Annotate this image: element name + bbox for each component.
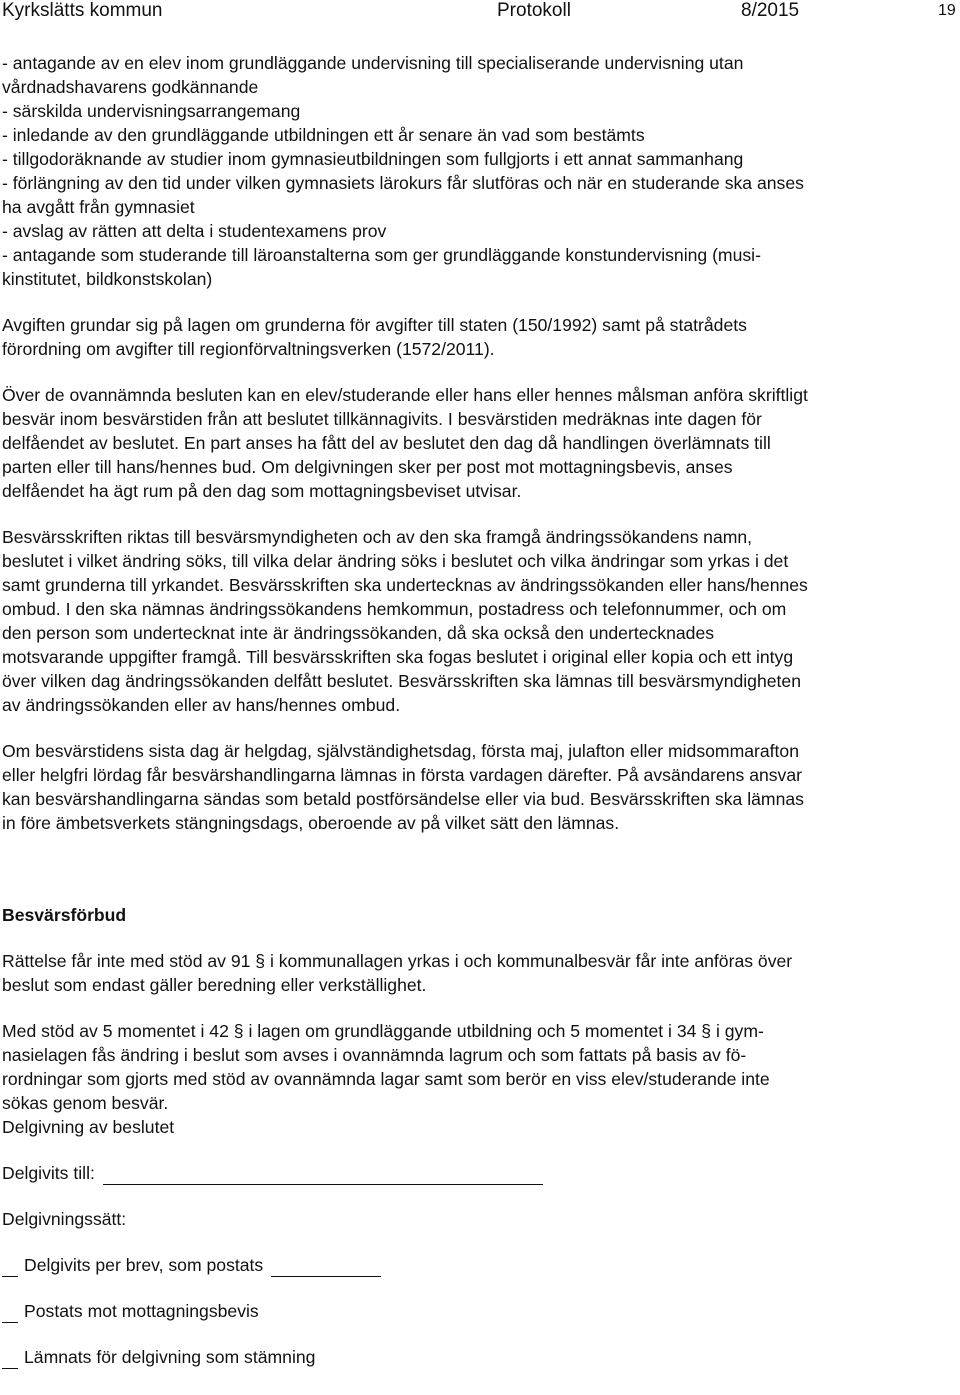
document-body — [2, 51, 958, 1369]
ban-paragraph — [2, 949, 958, 997]
text-line: nasielagen fås ändring i beslut som avses i ovannämnda lagrum och som fattats på basis av fö- — [2, 1045, 747, 1065]
text-line: delfåendet av beslutet. En part anses ha fått del av beslutet den dag då handlingen överlämnats till — [2, 433, 771, 453]
mail-date-field[interactable] — [271, 1258, 381, 1277]
text-line: av ändringssökanden eller av hans/hennes ombud. — [2, 695, 401, 715]
delivered-to-field[interactable] — [103, 1166, 543, 1185]
text-line: rordningar som gjorts med stöd av ovannämnda lagar samt som berör en viss elev/studerande inte — [2, 1069, 770, 1089]
municipality-name: Kyrkslätts kommun — [2, 0, 163, 21]
text-line: kan besvärshandlingarna sändas som betald postförsändelse eller via bud. Besvärsskriften ska lämnas — [2, 789, 804, 809]
section-heading: Besvärsförbud — [2, 905, 127, 925]
list-item: vårdnadshavarens godkännande — [2, 77, 259, 97]
list-item: - förlängning av den tid under vilken gymnasiets lärokurs får slutföras och när en studerande ska anses — [2, 173, 804, 193]
delivery-title: Delgivning av beslutet — [2, 1117, 175, 1137]
text-line: förordning om avgifter till regionförvaltningsverken (1572/2011). — [2, 339, 495, 359]
option-mail-checkbox[interactable] — [2, 1258, 18, 1277]
option-mail-label: Delgivits per brev, som postats — [24, 1255, 264, 1275]
option-receipt-checkbox[interactable] — [2, 1304, 18, 1323]
deadline-paragraph — [2, 739, 958, 835]
text-line: sökas genom besvär. — [2, 1093, 169, 1113]
delivery-method-label: Delgivningssätt: — [2, 1209, 127, 1229]
text-line: eller helgfri lördag får besvärshandlingarna lämnas in första vardagen därefter. På avsändarens ansvar — [2, 765, 802, 785]
text-line: beslut som endast gäller beredning eller verkställighet. — [2, 975, 427, 995]
delivery-option-receipt — [2, 1299, 958, 1323]
list-item: - antagande som studerande till läroanstalterna som ger grundläggande konstundervisning (musi- — [2, 245, 761, 265]
text-line: samt grunderna till yrkandet. Besvärsskriften ska undertecknas av ändringssökanden eller hans/hennes — [2, 575, 808, 595]
list-item: kinstitutet, bildkonstskolan) — [2, 269, 213, 289]
document-number: 8/2015 — [741, 0, 800, 21]
delivery-option-mail — [2, 1253, 958, 1277]
list-item: - inledande av den grundläggande utbildningen ett år senare än vad som bestämts — [2, 125, 645, 145]
appeal-document-paragraph — [2, 525, 958, 717]
text-line: Med stöd av 5 momentet i 42 § i lagen om grundläggande utbildning och 5 momentet i 34 § i gym- — [2, 1021, 764, 1041]
decision-list — [2, 51, 958, 291]
delivered-to-label: Delgivits till: — [2, 1163, 95, 1183]
delivery-option-summons — [2, 1345, 958, 1369]
list-item: - särskilda undervisningsarrangemang — [2, 101, 301, 121]
page-header — [0, 0, 960, 24]
delivered-to-row — [2, 1161, 958, 1185]
list-item: - tillgodoräknande av studier inom gymnasieutbildningen som fullgjorts i ett annat sammanhang — [2, 149, 744, 169]
fee-paragraph — [2, 313, 958, 361]
appeal-paragraph — [2, 383, 958, 503]
list-item: ha avgått från gymnasiet — [2, 197, 195, 217]
list-item: - avslag av rätten att delta i studentexamens prov — [2, 221, 387, 241]
text-line: Om besvärstidens sista dag är helgdag, självständighetsdag, första maj, julafton eller midsommarafton — [2, 741, 800, 761]
text-line: motsvarande uppgifter framgå. Till besvärsskriften ska fogas beslutet i original eller kopia och ett intyg — [2, 647, 794, 667]
text-line: ombud. I den ska nämnas ändringssökandens hemkommun, postadress och telefonnummer, och om — [2, 599, 787, 619]
text-line: besvär inom besvärstiden från att beslutet tillkännagivits. I besvärstiden medräknas inte dagen för — [2, 409, 762, 429]
option-receipt-label: Postats mot mottagningsbevis — [24, 1301, 259, 1321]
legal-support-paragraph — [2, 1019, 958, 1115]
option-summons-label: Lämnats för delgivning som stämning — [24, 1347, 316, 1367]
list-item: - antagande av en elev inom grundläggande undervisning till specialiserande undervisning utan — [2, 53, 744, 73]
page-number: 19 — [938, 2, 956, 19]
text-line: Besvärsskriften riktas till besvärsmyndigheten och av den ska framgå ändringssökandens namn, — [2, 527, 753, 547]
text-line: beslutet i vilket ändring söks, till vilka delar ändring söks i beslutet och vilka ändringar som yrkas i det — [2, 551, 789, 571]
text-line: delfåendet ha ägt rum på den dag som mottagningsbeviset utvisar. — [2, 481, 522, 501]
document-type: Protokoll — [497, 0, 571, 21]
text-line: in före ämbetsverkets stängningsdags, oberoende av på vilket sätt den lämnas. — [2, 813, 620, 833]
text-line: den person som undertecknat inte är ändringssökanden, då ska också den undertecknades — [2, 623, 715, 643]
text-line: Avgiften grundar sig på lagen om grunderna för avgifter till staten (150/1992) samt på statrådets — [2, 315, 747, 335]
text-line: över vilken dag ändringssökanden delfått beslutet. Besvärsskriften ska lämnas till besvärsmyndigheten — [2, 671, 801, 691]
option-summons-checkbox[interactable] — [2, 1350, 18, 1369]
text-line: Över de ovannämnda besluten kan en elev/studerande eller hans eller hennes målsman anföra skriftligt — [2, 385, 808, 405]
text-line: parten eller till hans/hennes bud. Om delgivningen sker per post mot mottagningsbevis, anses — [2, 457, 733, 477]
text-line: Rättelse får inte med stöd av 91 § i kommunallagen yrkas i och kommunalbesvär får inte anföras över — [2, 951, 793, 971]
